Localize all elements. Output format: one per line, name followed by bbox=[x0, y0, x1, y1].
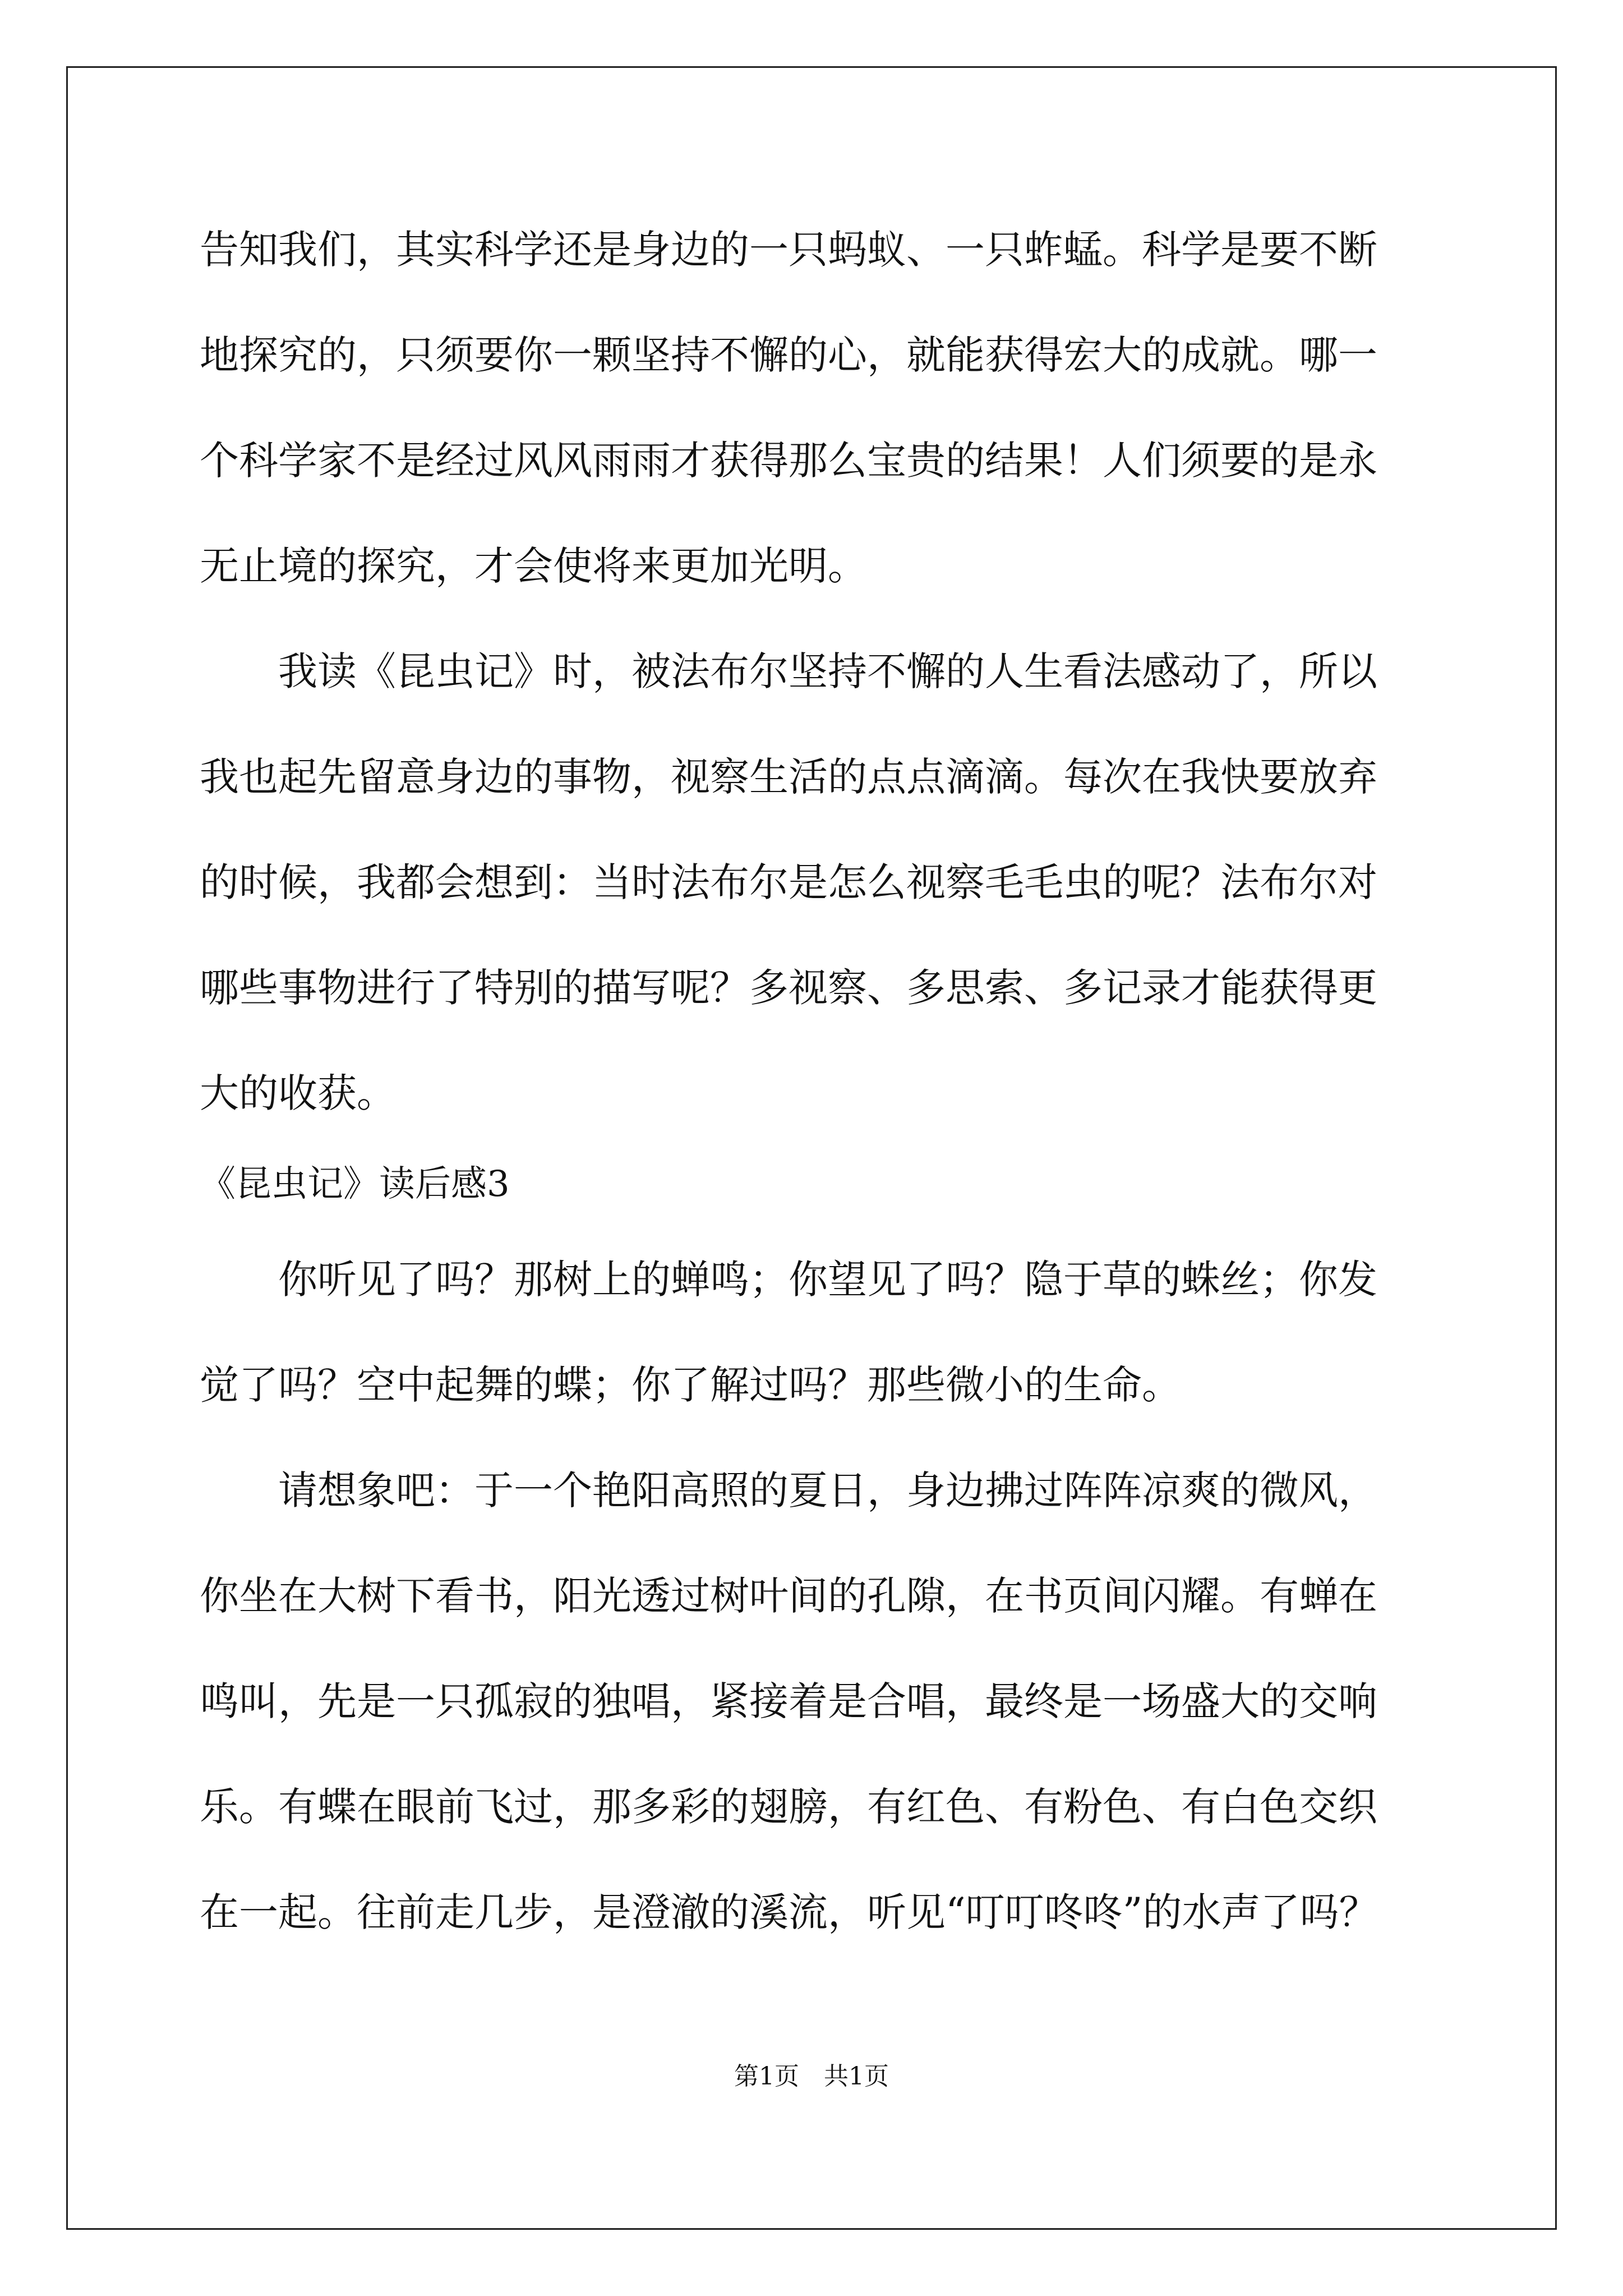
section-heading: 《昆虫记》读后感3 bbox=[200, 1163, 510, 1205]
text-line: 鸣叫，先是一只孤寂的独唱，紧接着是合唱，最终是一场盛大的交响 bbox=[200, 1678, 1377, 1724]
text-line: 无止境的探究，才会使将来更加光明。 bbox=[200, 543, 867, 589]
text-line: 告知我们，其实科学还是身边的一只蚂蚁、一只蚱蜢。科学是要不断 bbox=[200, 227, 1377, 273]
text-line: 在一起。往前走几步，是澄澈的溪流，听见“叮叮咚咚”的水声了吗？ bbox=[200, 1889, 1378, 1935]
text-line: 请想象吧：于一个艳阳高照的夏日，身边拂过阵阵凉爽的微风， bbox=[200, 1467, 1377, 1513]
page-footer: 第1页 共1页 bbox=[734, 2062, 889, 2091]
text-line: 你听见了吗？那树上的蝉鸣；你望见了吗？隐于草的蛛丝；你发 bbox=[200, 1257, 1377, 1303]
text-line: 乐。有蝶在眼前飞过，那多彩的翅膀，有红色、有粉色、有白色交织 bbox=[200, 1784, 1377, 1830]
text-line: 我读《昆虫记》时，被法布尔坚持不懈的人生看法感动了，所以 bbox=[200, 648, 1377, 694]
text-line: 觉了吗？空中起舞的蝶；你了解过吗？那些微小的生命。 bbox=[200, 1362, 1181, 1408]
text-line: 你坐在大树下看书，阳光透过树叶间的孔隙，在书页间闪耀。有蝉在 bbox=[200, 1573, 1377, 1619]
text-line: 地探究的，只须要你一颗坚持不懈的心，就能获得宏大的成就。哪一 bbox=[200, 332, 1377, 378]
text-line: 我也起先留意身边的事物，视察生活的点点滴滴。每次在我快要放弃 bbox=[200, 754, 1377, 800]
text-line: 哪些事物进行了特别的描写呢？多视察、多思索、多记录才能获得更 bbox=[200, 965, 1377, 1011]
text-line: 个科学家不是经过风风雨雨才获得那么宝贵的结果！人们须要的是永 bbox=[200, 438, 1377, 484]
text-line: 的时候，我都会想到：当时法布尔是怎么视察毛毛虫的呢？法布尔对 bbox=[200, 859, 1377, 905]
text-line: 大的收获。 bbox=[200, 1070, 396, 1116]
